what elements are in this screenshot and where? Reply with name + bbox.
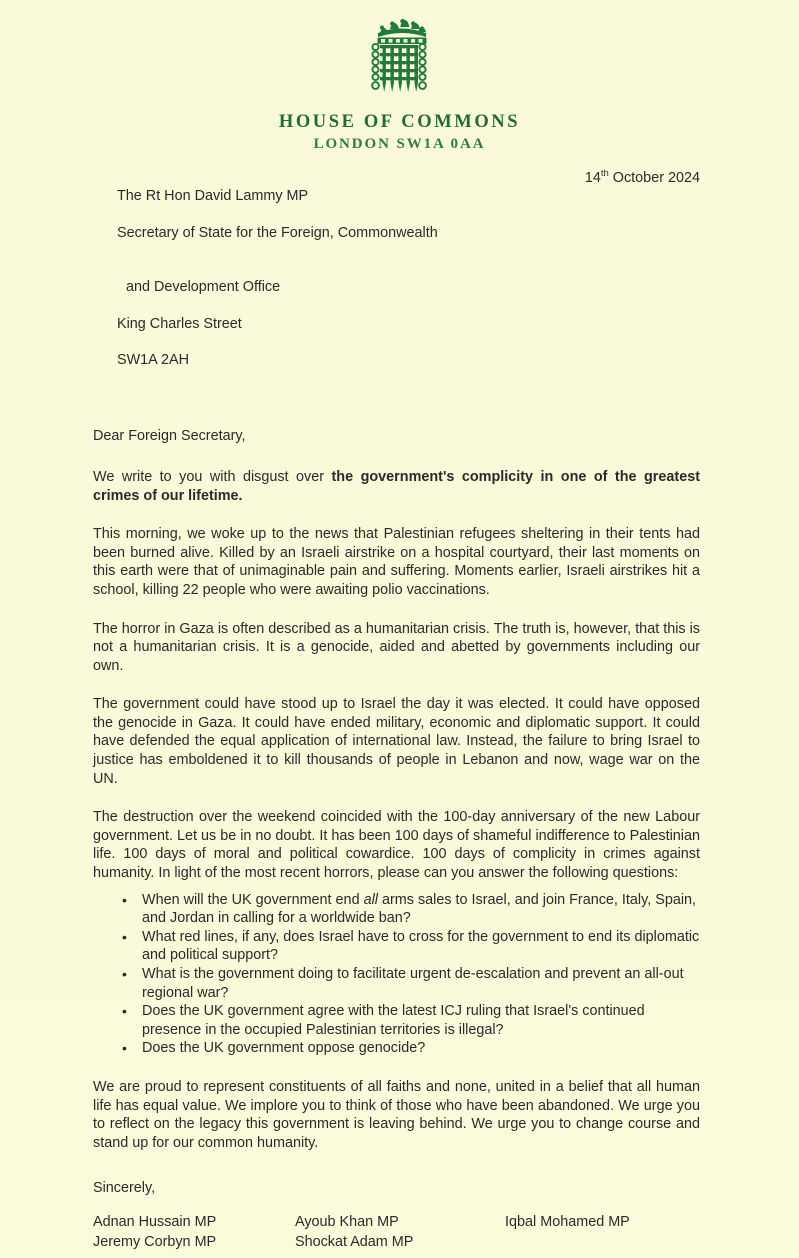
- bullet-icon: •: [122, 1003, 127, 1020]
- question-text-pre: Does the UK government agree with the latest ICJ ruling that Israel's continued presence in the occupied Palestinian territories is illegal?: [142, 1003, 645, 1038]
- signatories-block: [93, 1212, 700, 1258]
- paragraph-1: [93, 446, 700, 505]
- recipient-line-3: and Development Office: [126, 279, 281, 296]
- signatory-name: Iqbal Mohamed MP: [505, 1213, 630, 1230]
- date-rest: October 2024: [608, 170, 700, 186]
- questions-list: [93, 891, 700, 1058]
- house-of-commons-title: HOUSE OF COMMONS: [278, 112, 521, 132]
- signatory-name: Shockat Adam MP: [295, 1234, 414, 1251]
- paragraph-4: The government could have stood up to Israel the day it was elected. It could have opposed the genocide in Gaza. It could have ended military, economic and diplomatic support. It could have defended the equal application of international law. Instead, the failure to bring Israel to justice has emboldened it to kill thousands of people in Lebanon and now, wage war on the UN.: [93, 696, 700, 787]
- recipient-line-4: King Charles Street: [117, 315, 242, 332]
- salutation: Dear Foreign Secretary,: [93, 428, 246, 445]
- list-item: [93, 891, 700, 928]
- sign-off: Sincerely,: [93, 1180, 156, 1197]
- paragraph-1-bold: the government's complicity in one of the greatest crimes of our lifetime.: [93, 468, 700, 504]
- question-text-italic: all: [363, 891, 378, 908]
- bullet-icon: •: [122, 1040, 127, 1057]
- signatory-name: Ayoub Khan MP: [295, 1213, 399, 1230]
- recipient-line-1: The Rt Hon David Lammy MP: [117, 188, 309, 205]
- signatory-column-1: [93, 1212, 216, 1253]
- letterhead: [0, 0, 799, 153]
- list-item: [93, 965, 700, 1002]
- house-of-commons-address: LONDON SW1A 0AA: [313, 136, 486, 152]
- question-text-post: arms sales to Israel, and join France, Italy, Spain, and Jordan in calling for a worldwide ban?: [142, 891, 697, 927]
- signatory-column-3: [505, 1212, 630, 1233]
- recipient-line-5: SW1A 2AH: [117, 352, 189, 369]
- question-text-pre: When will the UK government end: [142, 891, 364, 908]
- bullet-icon: •: [122, 966, 127, 982]
- signatory-name: Adnan Hussain MP: [93, 1213, 217, 1230]
- bullet-icon: •: [122, 891, 127, 908]
- date-ordinal: th: [600, 168, 609, 180]
- list-item: [93, 1039, 700, 1058]
- date-day: 14: [584, 170, 601, 186]
- recipient-line-2: Secretary of State for the Foreign, Commonwealth: [117, 224, 438, 241]
- recipient-address-block: [93, 169, 700, 387]
- bullet-icon: •: [122, 928, 127, 945]
- question-text-pre: What red lines, if any, does Israel have to cross for the government to end its diplomatic and political support?: [142, 928, 700, 964]
- list-item: [93, 928, 700, 965]
- question-text-pre: Does the UK government oppose genocide?: [142, 1040, 426, 1057]
- signatory-column-2: [295, 1212, 413, 1253]
- letter-date: [585, 169, 700, 187]
- list-item: [93, 1002, 700, 1039]
- paragraph-1-plain: We write to you with disgust over: [93, 468, 332, 485]
- paragraph-6: We are proud to represent constituents of all faiths and none, united in a belief that all human life has equal value. We implore you to think of those who have been abandoned. We urge you to reflect on the legacy this government is leaving behind. We urge you to change course and stand up for our common humanity.: [93, 1078, 700, 1151]
- letter-body: [0, 427, 799, 1258]
- question-text-pre: What is the government doing to facilitate urgent de-escalation and prevent an all-out regional war?: [142, 966, 684, 1001]
- paragraph-3: The horror in Gaza is often described as a humanitarian crisis. The truth is, however, that this is not a humanitarian crisis. It is a genocide, aided and abetted by governments including our own.: [93, 620, 700, 674]
- address-and-date-row: [0, 169, 799, 387]
- crowned-portcullis-icon: [357, 18, 443, 104]
- signatory-name: Jeremy Corbyn MP: [93, 1234, 217, 1251]
- paragraph-2: This morning, we woke up to the news that Palestinian refugees sheltering in their tents had been burned alive. Killed by an Israeli airstrike on a hospital courtyard, their last moments on this earth were that of unimaginable pain and suffering. Moments earlier, Israeli airstrikes hit a school, killing 22 people who were awaiting polio vaccinations.: [93, 526, 700, 598]
- paragraph-5: The destruction over the weekend coincided with the 100-day anniversary of the new Labour government. Let us be in no doubt. It has been 100 days of shameful indifference to Palestinian life. 100 days of moral and political cowardice. 100 days of complicity in crimes against humanity. In light of the most recent horrors, please can you answer the following questions:: [93, 809, 700, 882]
